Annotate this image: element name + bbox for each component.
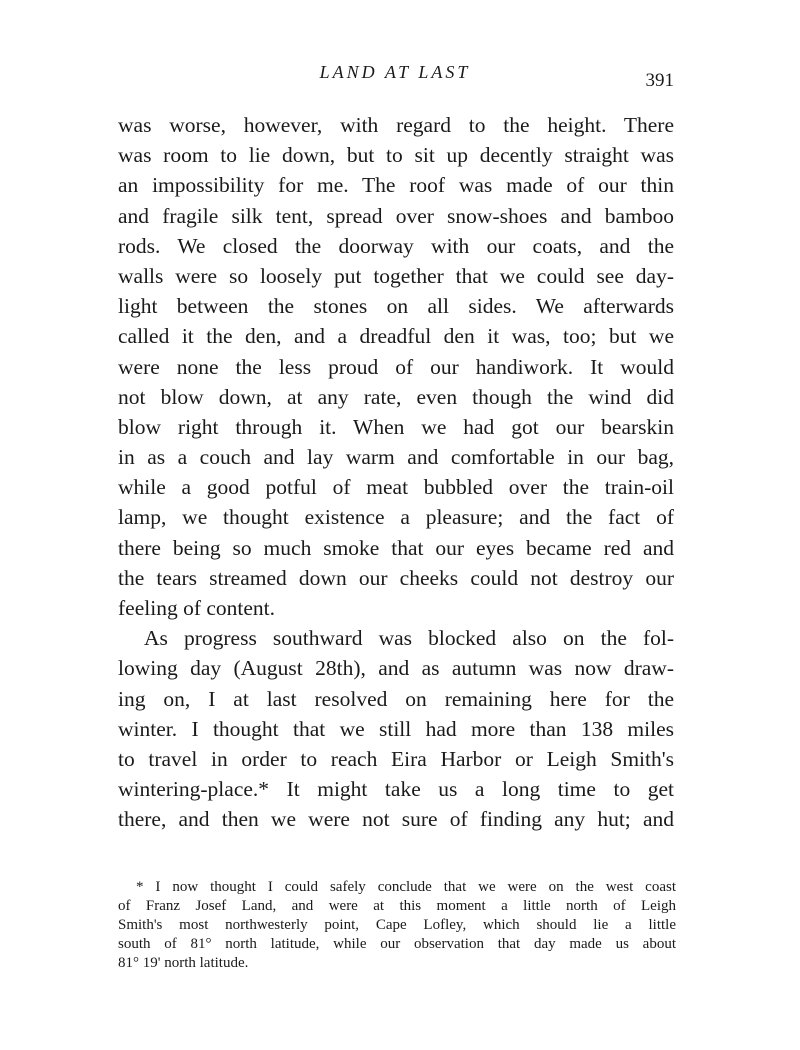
running-head — [0, 60, 800, 90]
footnote-line: 81° 19' north latitude. — [118, 955, 249, 971]
text-line: light between the stones on all sides. We afterwards — [118, 294, 674, 319]
text-line: lowing day (August 28th), and as autumn was now draw- — [118, 656, 674, 681]
text-line: rods. We closed the doorway with our coats, and the — [118, 233, 674, 258]
text-line: ing on, I at last resolved on remaining here for the — [118, 686, 674, 711]
page-number: 391 — [645, 70, 674, 91]
text-line: in as a couch and lay warm and comfortable in our bag, — [118, 445, 674, 470]
paragraph-end-line: feeling of content. — [118, 596, 276, 620]
text-line: was room to lie down, but to sit up decently straight was — [118, 143, 674, 168]
text-line: while a good potful of meat bubbled over the train-oil — [118, 475, 674, 500]
footnote-line: of Franz Josef Land, and were at this moment a little north of Leigh — [118, 898, 676, 914]
paragraph-start-line: As progress southward was blocked also on the fol- — [144, 626, 674, 651]
text-line: called it the den, and a dreadful den it was, too; but we — [118, 324, 674, 349]
text-line: were none the less proud of our handiwork. It would — [118, 354, 674, 379]
text-line: was worse, however, with regard to the height. There — [118, 113, 674, 137]
footnote-line: Smith's most northwesterly point, Cape Lofley, which should lie a little — [118, 917, 676, 933]
footnote — [118, 878, 676, 973]
text-line: lamp, we thought existence a pleasure; and the fact of — [118, 505, 674, 530]
footnote-line: south of 81° north latitude, while our observation that day made us about — [118, 936, 676, 952]
text-line: winter. I thought that we still had more than 138 miles — [118, 716, 674, 741]
text-line: there being so much smoke that our eyes became red and — [118, 535, 674, 560]
text-line: and fragile silk tent, spread over snow-shoes and bamboo — [118, 203, 674, 228]
text-line: to travel in order to reach Eira Harbor or Leigh Smith's — [118, 746, 674, 771]
text-line: walls were so loosely put together that we could see day- — [118, 263, 674, 288]
text-line: not blow down, at any rate, even though the wind did — [118, 384, 674, 409]
text-line: there, and then we were not sure of finding any hut; and — [118, 807, 674, 832]
body-text — [118, 110, 674, 835]
text-line: wintering-place.* It might take us a long time to get — [118, 777, 674, 802]
footnote-line: * I now thought I could safely conclude that we were on the west coast — [136, 879, 676, 895]
text-line: an impossibility for me. The roof was made of our thin — [118, 173, 674, 198]
text-line: the tears streamed down our cheeks could not destroy our — [118, 565, 674, 590]
running-title: LAND AT LAST — [319, 62, 471, 82]
text-line: blow right through it. When we had got our bearskin — [118, 414, 674, 439]
